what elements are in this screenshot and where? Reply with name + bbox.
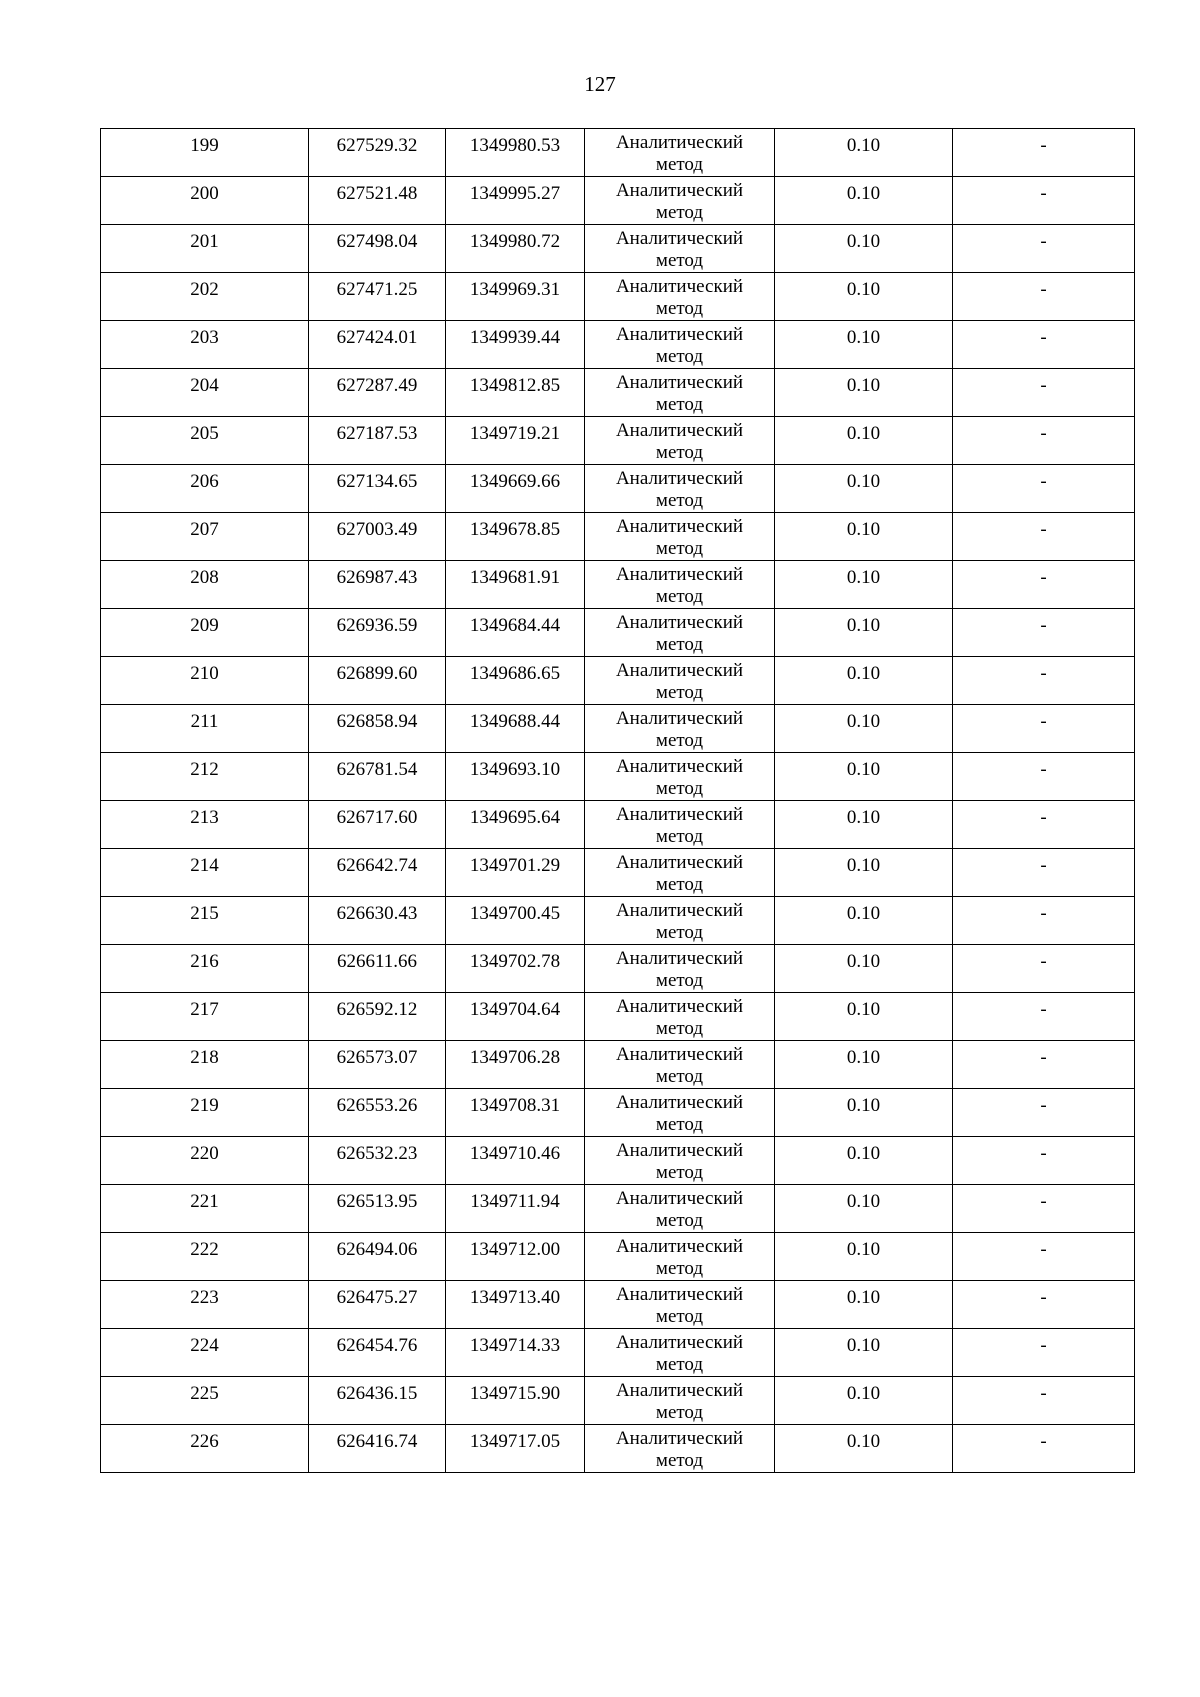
x-coordinate-cell: 627134.65 bbox=[309, 465, 446, 513]
point-number-cell: 201 bbox=[101, 225, 309, 273]
y-coordinate-cell: 1349713.40 bbox=[446, 1281, 585, 1329]
method-cell bbox=[585, 1137, 775, 1185]
note-cell: - bbox=[953, 561, 1135, 609]
method-line-1: Аналитический bbox=[615, 1236, 744, 1257]
y-coordinate-cell: 1349684.44 bbox=[446, 609, 585, 657]
point-number-cell: 217 bbox=[101, 993, 309, 1041]
method-cell bbox=[585, 225, 775, 273]
x-coordinate-cell: 627498.04 bbox=[309, 225, 446, 273]
x-coordinate-cell: 626899.60 bbox=[309, 657, 446, 705]
method-line-2: метод bbox=[655, 442, 704, 463]
coordinates-table bbox=[100, 128, 1135, 1473]
error-cell: 0.10 bbox=[775, 417, 953, 465]
point-number-cell: 213 bbox=[101, 801, 309, 849]
method-cell bbox=[585, 1089, 775, 1137]
y-coordinate-cell: 1349701.29 bbox=[446, 849, 585, 897]
note-cell: - bbox=[953, 1329, 1135, 1377]
note-cell: - bbox=[953, 417, 1135, 465]
note-cell: - bbox=[953, 273, 1135, 321]
y-coordinate-cell: 1349708.31 bbox=[446, 1089, 585, 1137]
point-number-cell: 216 bbox=[101, 945, 309, 993]
y-coordinate-cell: 1349980.53 bbox=[446, 129, 585, 177]
y-coordinate-cell: 1349688.44 bbox=[446, 705, 585, 753]
method-line-2: метод bbox=[655, 346, 704, 367]
note-cell: - bbox=[953, 945, 1135, 993]
x-coordinate-cell: 627529.32 bbox=[309, 129, 446, 177]
x-coordinate-cell: 626936.59 bbox=[309, 609, 446, 657]
point-number-cell: 205 bbox=[101, 417, 309, 465]
x-coordinate-cell: 626513.95 bbox=[309, 1185, 446, 1233]
method-line-1: Аналитический bbox=[615, 276, 744, 297]
y-coordinate-cell: 1349710.46 bbox=[446, 1137, 585, 1185]
point-number-cell: 203 bbox=[101, 321, 309, 369]
y-coordinate-cell: 1349714.33 bbox=[446, 1329, 585, 1377]
method-line-2: метод bbox=[655, 586, 704, 607]
y-coordinate-cell: 1349706.28 bbox=[446, 1041, 585, 1089]
error-cell: 0.10 bbox=[775, 801, 953, 849]
table-row bbox=[101, 753, 1135, 801]
table-row bbox=[101, 609, 1135, 657]
point-number-cell: 223 bbox=[101, 1281, 309, 1329]
x-coordinate-cell: 626781.54 bbox=[309, 753, 446, 801]
method-line-1: Аналитический bbox=[615, 132, 744, 153]
table-row bbox=[101, 561, 1135, 609]
point-number-cell: 212 bbox=[101, 753, 309, 801]
error-cell: 0.10 bbox=[775, 1137, 953, 1185]
method-line-2: метод bbox=[655, 1450, 704, 1471]
point-number-cell: 202 bbox=[101, 273, 309, 321]
note-cell: - bbox=[953, 705, 1135, 753]
y-coordinate-cell: 1349717.05 bbox=[446, 1425, 585, 1473]
x-coordinate-cell: 626475.27 bbox=[309, 1281, 446, 1329]
x-coordinate-cell: 627003.49 bbox=[309, 513, 446, 561]
table-row bbox=[101, 705, 1135, 753]
method-cell bbox=[585, 849, 775, 897]
point-number-cell: 209 bbox=[101, 609, 309, 657]
note-cell: - bbox=[953, 657, 1135, 705]
note-cell: - bbox=[953, 1425, 1135, 1473]
point-number-cell: 225 bbox=[101, 1377, 309, 1425]
method-line-1: Аналитический bbox=[615, 756, 744, 777]
point-number-cell: 218 bbox=[101, 1041, 309, 1089]
error-cell: 0.10 bbox=[775, 513, 953, 561]
error-cell: 0.10 bbox=[775, 465, 953, 513]
error-cell: 0.10 bbox=[775, 993, 953, 1041]
note-cell: - bbox=[953, 513, 1135, 561]
table-row bbox=[101, 417, 1135, 465]
method-cell bbox=[585, 1425, 775, 1473]
method-cell bbox=[585, 897, 775, 945]
point-number-cell: 208 bbox=[101, 561, 309, 609]
y-coordinate-cell: 1349678.85 bbox=[446, 513, 585, 561]
point-number-cell: 219 bbox=[101, 1089, 309, 1137]
method-line-2: метод bbox=[655, 1306, 704, 1327]
method-line-1: Аналитический bbox=[615, 660, 744, 681]
method-line-1: Аналитический bbox=[615, 1284, 744, 1305]
error-cell: 0.10 bbox=[775, 657, 953, 705]
method-line-1: Аналитический bbox=[615, 516, 744, 537]
y-coordinate-cell: 1349669.66 bbox=[446, 465, 585, 513]
table-row bbox=[101, 513, 1135, 561]
x-coordinate-cell: 626611.66 bbox=[309, 945, 446, 993]
error-cell: 0.10 bbox=[775, 609, 953, 657]
method-line-2: метод bbox=[655, 154, 704, 175]
method-line-1: Аналитический bbox=[615, 324, 744, 345]
x-coordinate-cell: 627287.49 bbox=[309, 369, 446, 417]
error-cell: 0.10 bbox=[775, 945, 953, 993]
x-coordinate-cell: 626987.43 bbox=[309, 561, 446, 609]
method-cell bbox=[585, 1041, 775, 1089]
method-line-1: Аналитический bbox=[615, 948, 744, 969]
note-cell: - bbox=[953, 1377, 1135, 1425]
y-coordinate-cell: 1349700.45 bbox=[446, 897, 585, 945]
method-cell bbox=[585, 465, 775, 513]
table-row bbox=[101, 1089, 1135, 1137]
error-cell: 0.10 bbox=[775, 1281, 953, 1329]
point-number-cell: 226 bbox=[101, 1425, 309, 1473]
table-row bbox=[101, 849, 1135, 897]
method-cell bbox=[585, 705, 775, 753]
method-line-1: Аналитический bbox=[615, 1332, 744, 1353]
method-line-2: метод bbox=[655, 1258, 704, 1279]
method-cell bbox=[585, 273, 775, 321]
x-coordinate-cell: 627424.01 bbox=[309, 321, 446, 369]
y-coordinate-cell: 1349686.65 bbox=[446, 657, 585, 705]
x-coordinate-cell: 626416.74 bbox=[309, 1425, 446, 1473]
method-line-1: Аналитический bbox=[615, 372, 744, 393]
method-cell bbox=[585, 513, 775, 561]
method-line-2: метод bbox=[655, 970, 704, 991]
note-cell: - bbox=[953, 369, 1135, 417]
method-line-1: Аналитический bbox=[615, 1380, 744, 1401]
y-coordinate-cell: 1349704.64 bbox=[446, 993, 585, 1041]
method-line-1: Аналитический bbox=[615, 1428, 744, 1449]
method-line-1: Аналитический bbox=[615, 1044, 744, 1065]
note-cell: - bbox=[953, 1281, 1135, 1329]
table-row bbox=[101, 1233, 1135, 1281]
error-cell: 0.10 bbox=[775, 1041, 953, 1089]
note-cell: - bbox=[953, 801, 1135, 849]
note-cell: - bbox=[953, 1041, 1135, 1089]
y-coordinate-cell: 1349812.85 bbox=[446, 369, 585, 417]
table-row bbox=[101, 1041, 1135, 1089]
method-line-2: метод bbox=[655, 1066, 704, 1087]
method-cell bbox=[585, 177, 775, 225]
table-row bbox=[101, 1137, 1135, 1185]
method-line-1: Аналитический bbox=[615, 180, 744, 201]
y-coordinate-cell: 1349939.44 bbox=[446, 321, 585, 369]
error-cell: 0.10 bbox=[775, 1425, 953, 1473]
x-coordinate-cell: 626436.15 bbox=[309, 1377, 446, 1425]
table-row bbox=[101, 465, 1135, 513]
method-line-2: метод bbox=[655, 682, 704, 703]
table-row bbox=[101, 273, 1135, 321]
method-line-2: метод bbox=[655, 1114, 704, 1135]
x-coordinate-cell: 626592.12 bbox=[309, 993, 446, 1041]
x-coordinate-cell: 626573.07 bbox=[309, 1041, 446, 1089]
method-line-1: Аналитический bbox=[615, 564, 744, 585]
y-coordinate-cell: 1349712.00 bbox=[446, 1233, 585, 1281]
method-cell bbox=[585, 657, 775, 705]
table-row bbox=[101, 1185, 1135, 1233]
method-line-2: метод bbox=[655, 634, 704, 655]
x-coordinate-cell: 626717.60 bbox=[309, 801, 446, 849]
method-cell bbox=[585, 1185, 775, 1233]
method-line-2: метод bbox=[655, 538, 704, 559]
point-number-cell: 220 bbox=[101, 1137, 309, 1185]
table-row bbox=[101, 1425, 1135, 1473]
x-coordinate-cell: 626858.94 bbox=[309, 705, 446, 753]
point-number-cell: 221 bbox=[101, 1185, 309, 1233]
y-coordinate-cell: 1349969.31 bbox=[446, 273, 585, 321]
method-line-2: метод bbox=[655, 1210, 704, 1231]
table-row bbox=[101, 801, 1135, 849]
method-line-2: метод bbox=[655, 1402, 704, 1423]
point-number-cell: 207 bbox=[101, 513, 309, 561]
point-number-cell: 204 bbox=[101, 369, 309, 417]
error-cell: 0.10 bbox=[775, 1089, 953, 1137]
method-line-2: метод bbox=[655, 394, 704, 415]
x-coordinate-cell: 626553.26 bbox=[309, 1089, 446, 1137]
method-cell bbox=[585, 801, 775, 849]
method-cell bbox=[585, 1329, 775, 1377]
table-row bbox=[101, 321, 1135, 369]
x-coordinate-cell: 627187.53 bbox=[309, 417, 446, 465]
method-line-1: Аналитический bbox=[615, 852, 744, 873]
note-cell: - bbox=[953, 1233, 1135, 1281]
coordinates-table-body bbox=[101, 129, 1135, 1473]
method-line-1: Аналитический bbox=[615, 1092, 744, 1113]
method-line-2: метод bbox=[655, 730, 704, 751]
error-cell: 0.10 bbox=[775, 1329, 953, 1377]
method-line-2: метод bbox=[655, 1162, 704, 1183]
method-line-1: Аналитический bbox=[615, 420, 744, 441]
note-cell: - bbox=[953, 753, 1135, 801]
method-cell bbox=[585, 1377, 775, 1425]
x-coordinate-cell: 626494.06 bbox=[309, 1233, 446, 1281]
error-cell: 0.10 bbox=[775, 225, 953, 273]
method-line-1: Аналитический bbox=[615, 900, 744, 921]
method-line-2: метод bbox=[655, 250, 704, 271]
point-number-cell: 222 bbox=[101, 1233, 309, 1281]
note-cell: - bbox=[953, 225, 1135, 273]
y-coordinate-cell: 1349719.21 bbox=[446, 417, 585, 465]
method-line-2: метод bbox=[655, 298, 704, 319]
note-cell: - bbox=[953, 897, 1135, 945]
method-cell bbox=[585, 1233, 775, 1281]
table-row bbox=[101, 945, 1135, 993]
x-coordinate-cell: 626642.74 bbox=[309, 849, 446, 897]
point-number-cell: 210 bbox=[101, 657, 309, 705]
method-line-1: Аналитический bbox=[615, 804, 744, 825]
method-cell bbox=[585, 1281, 775, 1329]
error-cell: 0.10 bbox=[775, 1233, 953, 1281]
method-line-2: метод bbox=[655, 490, 704, 511]
note-cell: - bbox=[953, 1185, 1135, 1233]
error-cell: 0.10 bbox=[775, 273, 953, 321]
method-line-2: метод bbox=[655, 826, 704, 847]
x-coordinate-cell: 627471.25 bbox=[309, 273, 446, 321]
note-cell: - bbox=[953, 993, 1135, 1041]
method-cell bbox=[585, 129, 775, 177]
error-cell: 0.10 bbox=[775, 561, 953, 609]
method-cell bbox=[585, 945, 775, 993]
point-number-cell: 199 bbox=[101, 129, 309, 177]
error-cell: 0.10 bbox=[775, 369, 953, 417]
x-coordinate-cell: 627521.48 bbox=[309, 177, 446, 225]
table-row bbox=[101, 177, 1135, 225]
note-cell: - bbox=[953, 177, 1135, 225]
note-cell: - bbox=[953, 321, 1135, 369]
x-coordinate-cell: 626454.76 bbox=[309, 1329, 446, 1377]
table-row bbox=[101, 897, 1135, 945]
y-coordinate-cell: 1349715.90 bbox=[446, 1377, 585, 1425]
y-coordinate-cell: 1349995.27 bbox=[446, 177, 585, 225]
note-cell: - bbox=[953, 465, 1135, 513]
method-cell bbox=[585, 417, 775, 465]
method-line-1: Аналитический bbox=[615, 1188, 744, 1209]
error-cell: 0.10 bbox=[775, 753, 953, 801]
point-number-cell: 211 bbox=[101, 705, 309, 753]
table-row bbox=[101, 993, 1135, 1041]
method-line-1: Аналитический bbox=[615, 228, 744, 249]
method-line-2: метод bbox=[655, 202, 704, 223]
x-coordinate-cell: 626532.23 bbox=[309, 1137, 446, 1185]
y-coordinate-cell: 1349980.72 bbox=[446, 225, 585, 273]
table-row bbox=[101, 1329, 1135, 1377]
note-cell: - bbox=[953, 1089, 1135, 1137]
method-line-2: метод bbox=[655, 922, 704, 943]
error-cell: 0.10 bbox=[775, 1185, 953, 1233]
note-cell: - bbox=[953, 1137, 1135, 1185]
note-cell: - bbox=[953, 849, 1135, 897]
y-coordinate-cell: 1349693.10 bbox=[446, 753, 585, 801]
method-cell bbox=[585, 561, 775, 609]
point-number-cell: 215 bbox=[101, 897, 309, 945]
table-row bbox=[101, 129, 1135, 177]
point-number-cell: 224 bbox=[101, 1329, 309, 1377]
method-line-1: Аналитический bbox=[615, 708, 744, 729]
error-cell: 0.10 bbox=[775, 705, 953, 753]
point-number-cell: 214 bbox=[101, 849, 309, 897]
method-line-2: метод bbox=[655, 1018, 704, 1039]
table-row bbox=[101, 225, 1135, 273]
y-coordinate-cell: 1349681.91 bbox=[446, 561, 585, 609]
table-row bbox=[101, 1281, 1135, 1329]
y-coordinate-cell: 1349702.78 bbox=[446, 945, 585, 993]
error-cell: 0.10 bbox=[775, 177, 953, 225]
x-coordinate-cell: 626630.43 bbox=[309, 897, 446, 945]
error-cell: 0.10 bbox=[775, 849, 953, 897]
method-line-2: метод bbox=[655, 778, 704, 799]
method-line-1: Аналитический bbox=[615, 996, 744, 1017]
error-cell: 0.10 bbox=[775, 129, 953, 177]
point-number-cell: 200 bbox=[101, 177, 309, 225]
y-coordinate-cell: 1349695.64 bbox=[446, 801, 585, 849]
method-line-1: Аналитический bbox=[615, 612, 744, 633]
method-line-1: Аналитический bbox=[615, 1140, 744, 1161]
error-cell: 0.10 bbox=[775, 1377, 953, 1425]
method-cell bbox=[585, 369, 775, 417]
method-cell bbox=[585, 609, 775, 657]
table-row bbox=[101, 1377, 1135, 1425]
method-cell bbox=[585, 753, 775, 801]
method-cell bbox=[585, 993, 775, 1041]
point-number-cell: 206 bbox=[101, 465, 309, 513]
note-cell: - bbox=[953, 609, 1135, 657]
method-line-2: метод bbox=[655, 1354, 704, 1375]
method-cell bbox=[585, 321, 775, 369]
method-line-1: Аналитический bbox=[615, 468, 744, 489]
page-number: 127 bbox=[584, 72, 616, 96]
note-cell: - bbox=[953, 129, 1135, 177]
error-cell: 0.10 bbox=[775, 321, 953, 369]
error-cell: 0.10 bbox=[775, 897, 953, 945]
method-line-2: метод bbox=[655, 874, 704, 895]
y-coordinate-cell: 1349711.94 bbox=[446, 1185, 585, 1233]
table-row bbox=[101, 657, 1135, 705]
table-row bbox=[101, 369, 1135, 417]
